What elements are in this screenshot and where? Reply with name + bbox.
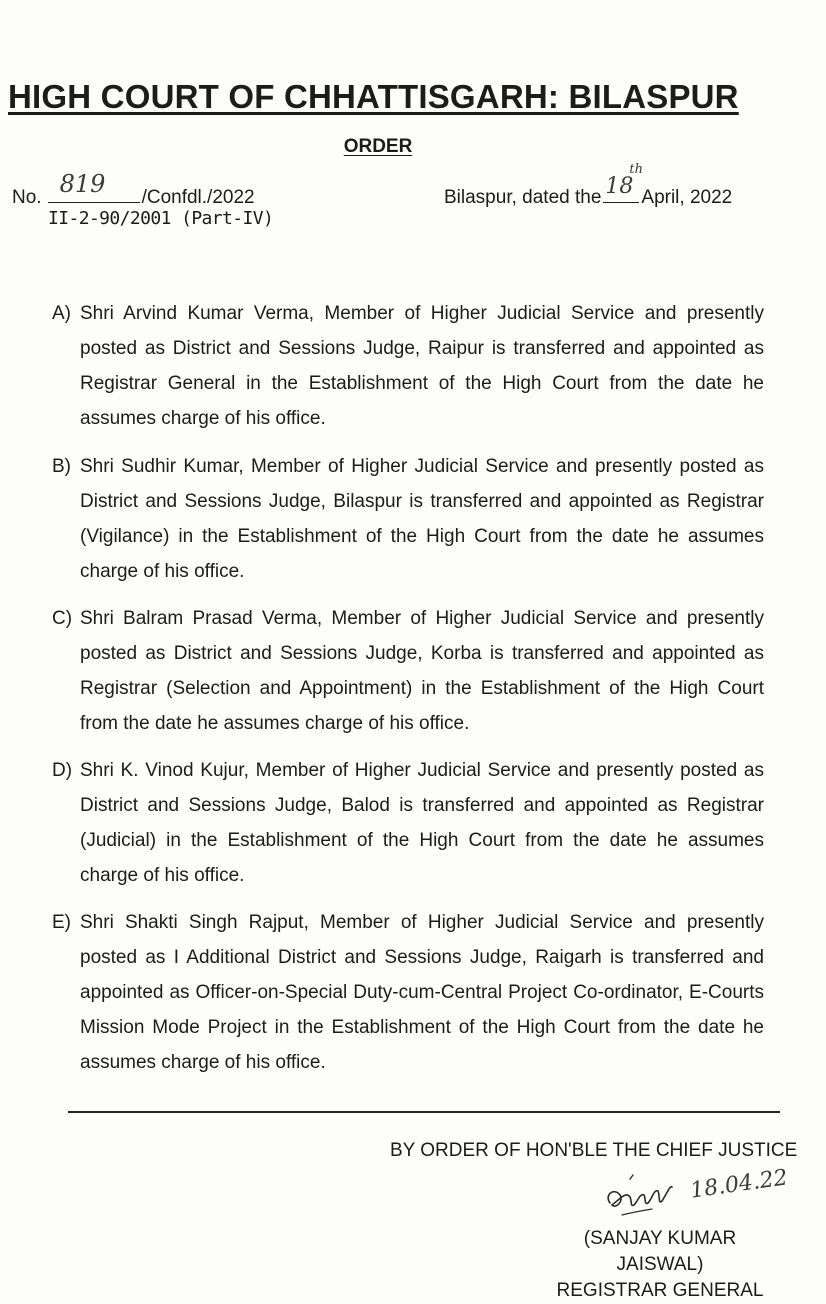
item-label: B) — [52, 456, 71, 477]
item-label: A) — [52, 303, 71, 324]
signature-date: 18.04.22 — [688, 1165, 790, 1204]
file-reference: II-2-90/2001 (Part-IV) — [48, 208, 274, 229]
item-label: C) — [52, 608, 73, 629]
signatory-block — [540, 1226, 780, 1304]
court-title: HIGH COURT OF CHHATTISGARH: BILASPUR — [8, 78, 739, 115]
order-date-line — [444, 162, 733, 209]
handwritten-day: 18 — [605, 174, 634, 199]
order-number-blank — [48, 170, 140, 203]
handwritten-order-number: 819 — [59, 170, 106, 198]
signatory-name: (SANJAY KUMAR JAISWAL) — [583, 1228, 737, 1275]
item-label: E) — [52, 912, 71, 933]
order-number-line — [12, 170, 255, 209]
item-text: Shri Sudhir Kumar, Member of Higher Judicial Service and presently posted as District and Sessions Judge, Bilaspur is transferred and appointed as Registrar (Vigilance) in the Establishment of the High Court from the date he assumes charge of his office. — [80, 456, 764, 582]
handwritten-day-suffix: th — [629, 162, 643, 177]
item-text: Shri Shakti Singh Rajput, Member of Higher Judicial Service and presently posted as I Additional District and Sessions Judge, Raigarh is transferred and appointed as Officer-on-Special Duty-cum-Central Project Co-ordinator, E-Courts Mission Mode Project in the Establishment of the High Court from the date he assumes charge of his office. — [80, 912, 764, 1073]
order-item-c — [52, 601, 764, 741]
date-blank — [603, 162, 643, 203]
order-number-prefix: No. — [12, 187, 42, 208]
order-heading: ORDER — [343, 136, 413, 157]
order-item-a — [52, 296, 764, 436]
item-text: Shri Balram Prasad Verma, Member of Higher Judicial Service and presently posted as District and Sessions Judge, Korba is transferred and appointed as Registrar (Selection and Appointment) in the Establishment of the High Court from the date he assumes charge of his office. — [80, 608, 764, 734]
order-number-suffix: /Confdl./2022 — [141, 187, 255, 208]
divider-line — [68, 1111, 780, 1113]
signatory-designation: REGISTRAR GENERAL — [556, 1280, 764, 1301]
item-label: D) — [52, 760, 73, 781]
order-item-e — [52, 905, 764, 1080]
handwritten-signature-icon — [600, 1165, 680, 1225]
date-suffix: April, 2022 — [641, 187, 733, 208]
item-text: Shri Arvind Kumar Verma, Member of Higher Judicial Service and presently posted as District and Sessions Judge, Raipur is transferred and appointed as Registrar General in the Establishment of the High Court from the date he assumes charge of his office. — [80, 303, 764, 429]
date-prefix: Bilaspur, dated the — [444, 187, 602, 208]
by-order-line: BY ORDER OF HON'BLE THE CHIEF JUSTICE — [390, 1140, 798, 1161]
item-text: Shri K. Vinod Kujur, Member of Higher Judicial Service and presently posted as District and Sessions Judge, Balod is transferred and appointed as Registrar (Judicial) in the Establishment of the High Court from the date he assumes charge of his office. — [80, 760, 764, 886]
order-item-d — [52, 753, 764, 893]
order-item-b — [52, 449, 764, 589]
